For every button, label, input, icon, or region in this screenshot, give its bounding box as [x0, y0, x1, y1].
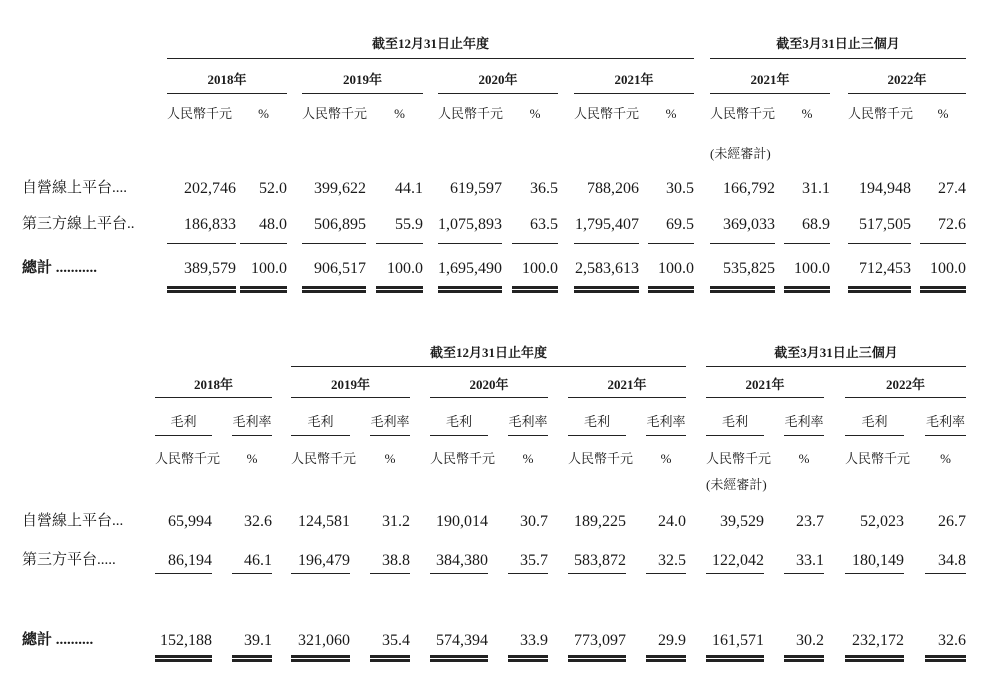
year-label: 2019年: [330, 377, 370, 392]
cell-amount: 517,505: [859, 216, 911, 233]
year-rule: [438, 93, 558, 94]
unit-rmb: 人民幣千元: [848, 106, 914, 121]
unit-pct: %: [394, 106, 405, 121]
cell-amount: 1,695,490: [438, 260, 502, 277]
unit-rmb: 人民幣千元: [706, 451, 772, 466]
cell-percent: 29.9: [658, 632, 686, 649]
subtotal-rule: [155, 573, 212, 574]
cell-amount: 788,206: [587, 180, 639, 197]
total-double-rule: [574, 286, 639, 293]
header-rule: [167, 58, 694, 59]
cell-percent: 32.5: [658, 552, 686, 569]
cell-amount: 906,517: [314, 260, 366, 277]
cell-amount: 124,581: [298, 513, 350, 530]
cell-percent: 31.1: [802, 180, 830, 197]
header-rule: [706, 366, 966, 367]
subtotal-rule: [376, 243, 423, 244]
year-rule: [706, 397, 824, 398]
cell-percent: 100.0: [794, 260, 830, 277]
cell-percent: 26.7: [938, 513, 966, 530]
cell-percent: 46.1: [244, 552, 272, 569]
cell-percent: 100.0: [522, 260, 558, 277]
col-rule: [155, 435, 212, 436]
cell-percent: 33.9: [520, 632, 548, 649]
year-label: 2022年: [887, 72, 927, 87]
cell-amount: 1,075,893: [438, 216, 502, 233]
cell-amount: 399,622: [314, 180, 366, 197]
col-rule: [291, 435, 350, 436]
cell-percent: 36.5: [530, 180, 558, 197]
subtotal-rule: [646, 573, 686, 574]
cell-percent: 23.7: [796, 513, 824, 530]
col-gross-profit: 毛利: [445, 414, 472, 429]
unit-rmb: 人民幣千元: [845, 451, 911, 466]
cell-amount: 122,042: [712, 552, 764, 569]
unit-pct: %: [937, 106, 949, 121]
year-label: 2021年: [607, 377, 647, 392]
unit-pct: %: [529, 106, 541, 121]
col-gross-margin: 毛利率: [370, 414, 410, 429]
col-rule: [232, 435, 272, 436]
cell-percent: 34.8: [938, 552, 966, 569]
year-rule: [291, 397, 410, 398]
header-group-full-year: 截至12月31日止年度: [371, 36, 489, 51]
year-label: 2020年: [469, 377, 509, 392]
cell-amount: 1,795,407: [575, 216, 639, 233]
year-rule: [155, 397, 272, 398]
subtotal-rule: [848, 243, 911, 244]
cell-percent: 38.8: [382, 552, 410, 569]
col-rule: [508, 435, 548, 436]
year-label: 2022年: [885, 377, 925, 392]
subtotal-rule: [706, 573, 764, 574]
total-double-rule: [291, 655, 350, 662]
year-rule: [568, 397, 686, 398]
unit-pct: %: [246, 451, 258, 466]
total-double-rule: [376, 286, 423, 293]
header-rule: [291, 366, 686, 367]
cell-percent: 30.5: [666, 180, 694, 197]
subtotal-rule: [648, 243, 694, 244]
unit-rmb: 人民幣千元: [291, 451, 357, 466]
unaudited-note: (未經審計): [710, 146, 771, 161]
unaudited-note: (未經審計): [706, 477, 767, 492]
subtotal-rule: [370, 573, 410, 574]
cell-percent: 100.0: [387, 260, 423, 277]
cell-percent: 39.1: [244, 632, 272, 649]
subtotal-rule: [167, 243, 236, 244]
col-rule: [568, 435, 626, 436]
cell-amount: 194,948: [859, 180, 911, 197]
subtotal-rule: [302, 243, 366, 244]
year-rule: [430, 397, 548, 398]
year-rule: [167, 93, 287, 94]
col-rule: [706, 435, 764, 436]
unit-pct: %: [798, 451, 810, 466]
year-rule: [848, 93, 966, 94]
cell-amount: 369,033: [723, 216, 775, 233]
subtotal-rule: [574, 243, 639, 244]
total-double-rule: [568, 655, 626, 662]
cell-amount: 232,172: [852, 632, 904, 649]
total-double-rule: [370, 655, 410, 662]
cell-percent: 100.0: [658, 260, 694, 277]
year-rule: [845, 397, 966, 398]
subtotal-rule: [512, 243, 558, 244]
col-rule: [784, 435, 824, 436]
unit-pct: %: [940, 451, 951, 466]
cell-percent: 30.2: [796, 632, 824, 649]
unit-rmb: 人民幣千元: [710, 106, 776, 121]
cell-amount: 166,792: [723, 180, 775, 197]
unit-rmb: 人民幣千元: [574, 106, 640, 121]
year-label: 2020年: [478, 72, 518, 87]
cell-amount: 712,453: [859, 260, 911, 277]
total-double-rule: [512, 286, 558, 293]
total-double-rule: [646, 655, 686, 662]
unit-pct: %: [258, 106, 269, 121]
col-rule: [370, 435, 410, 436]
cell-amount: 506,895: [314, 216, 366, 233]
row-label: 自營線上平台...: [22, 513, 124, 529]
cell-percent: 100.0: [251, 260, 287, 277]
cell-amount: 190,014: [436, 513, 488, 530]
cell-amount: 384,380: [436, 552, 488, 569]
cell-amount: 39,529: [720, 513, 764, 530]
unit-rmb: 人民幣千元: [438, 106, 504, 121]
cell-amount: 321,060: [298, 632, 350, 649]
cell-amount: 180,149: [852, 552, 904, 569]
year-label: 2018年: [207, 72, 247, 87]
total-double-rule: [430, 655, 488, 662]
cell-percent: 44.1: [395, 180, 423, 197]
total-double-rule: [508, 655, 548, 662]
subtotal-rule: [430, 573, 488, 574]
col-rule: [845, 435, 904, 436]
subtotal-rule: [925, 573, 966, 574]
col-gross-margin: 毛利率: [646, 414, 686, 429]
unit-pct: %: [660, 451, 672, 466]
year-rule: [574, 93, 694, 94]
unit-rmb: 人民幣千元: [167, 106, 233, 121]
total-double-rule: [648, 286, 694, 293]
cell-percent: 30.7: [520, 513, 548, 530]
header-rule: [710, 58, 966, 59]
cell-amount: 2,583,613: [575, 260, 639, 277]
total-double-rule: [784, 286, 830, 293]
col-gross-margin: 毛利率: [925, 414, 965, 429]
row-label: 第三方平台.....: [22, 552, 116, 568]
subtotal-rule: [291, 573, 350, 574]
col-gross-margin: 毛利率: [508, 414, 548, 429]
unit-pct: %: [801, 106, 813, 121]
subtotal-rule: [438, 243, 502, 244]
cell-percent: 35.7: [520, 552, 548, 569]
cell-amount: 189,225: [574, 513, 626, 530]
total-double-rule: [706, 655, 764, 662]
unit-rmb: 人民幣千元: [430, 451, 496, 466]
col-gross-profit: 毛利: [861, 414, 888, 429]
subtotal-rule: [784, 243, 830, 244]
header-group-full-year: 截至12月31日止年度: [429, 345, 547, 360]
cell-percent: 55.9: [395, 216, 423, 233]
subtotal-rule: [710, 243, 775, 244]
unit-pct: %: [384, 451, 396, 466]
unit-pct: %: [522, 451, 534, 466]
cell-percent: 33.1: [796, 552, 824, 569]
year-label: 2018年: [193, 377, 233, 392]
header-group-three-months: 截至3月31日止三個月: [776, 36, 900, 51]
cell-amount: 773,097: [574, 632, 626, 649]
subtotal-rule: [240, 243, 287, 244]
total-double-rule: [848, 286, 911, 293]
cell-amount: 619,597: [450, 180, 502, 197]
subtotal-rule: [568, 573, 626, 574]
subtotal-rule: [508, 573, 548, 574]
cell-percent: 100.0: [930, 260, 966, 277]
year-rule: [710, 93, 830, 94]
total-double-rule: [232, 655, 272, 662]
subtotal-rule: [845, 573, 904, 574]
col-gross-profit: 毛利: [721, 414, 748, 429]
col-rule: [430, 435, 488, 436]
total-double-rule: [302, 286, 366, 293]
cell-percent: 69.5: [666, 216, 694, 233]
col-gross-profit: 毛利: [170, 414, 197, 429]
row-label: 自營線上平台....: [22, 180, 128, 196]
unit-rmb: 人民幣千元: [568, 451, 634, 466]
unit-rmb: 人民幣千元: [302, 106, 368, 121]
cell-amount: 86,194: [168, 552, 212, 569]
unit-rmb: 人民幣千元: [155, 451, 221, 466]
cell-percent: 48.0: [259, 216, 287, 233]
cell-percent: 68.9: [802, 216, 830, 233]
total-double-rule: [155, 655, 212, 662]
year-label: 2019年: [342, 72, 382, 87]
total-double-rule: [710, 286, 775, 293]
col-gross-margin: 毛利率: [232, 414, 272, 429]
cell-amount: 65,994: [168, 513, 212, 530]
col-rule: [646, 435, 686, 436]
cell-percent: 24.0: [658, 513, 686, 530]
cell-percent: 72.6: [938, 216, 966, 233]
col-gross-margin: 毛利率: [784, 414, 824, 429]
header-group-three-months: 截至3月31日止三個月: [774, 345, 898, 360]
cell-percent: 35.4: [382, 632, 410, 649]
cell-amount: 196,479: [298, 552, 350, 569]
cell-amount: 52,023: [860, 513, 904, 530]
total-double-rule: [925, 655, 966, 662]
cell-percent: 31.2: [382, 513, 410, 530]
year-label: 2021年: [745, 377, 785, 392]
cell-amount: 161,571: [712, 632, 764, 649]
cell-amount: 389,579: [184, 260, 236, 277]
year-label: 2021年: [750, 72, 790, 87]
row-label: 總計 ..........: [22, 632, 94, 648]
cell-percent: 52.0: [259, 180, 287, 197]
total-double-rule: [240, 286, 287, 293]
cell-amount: 186,833: [184, 216, 236, 233]
subtotal-rule: [232, 573, 272, 574]
cell-percent: 63.5: [530, 216, 558, 233]
subtotal-rule: [920, 243, 966, 244]
col-gross-profit: 毛利: [583, 414, 610, 429]
total-double-rule: [784, 655, 824, 662]
cell-amount: 202,746: [184, 180, 236, 197]
cell-percent: 27.4: [938, 180, 966, 197]
unit-pct: %: [665, 106, 677, 121]
row-label: 第三方線上平台..: [22, 216, 135, 232]
subtotal-rule: [784, 573, 824, 574]
cell-percent: 32.6: [244, 513, 272, 530]
total-double-rule: [167, 286, 236, 293]
total-double-rule: [920, 286, 966, 293]
cell-amount: 574,394: [436, 632, 488, 649]
total-double-rule: [845, 655, 904, 662]
col-rule: [925, 435, 966, 436]
cell-percent: 32.6: [938, 632, 966, 649]
cell-amount: 583,872: [574, 552, 626, 569]
total-double-rule: [438, 286, 502, 293]
cell-amount: 535,825: [723, 260, 775, 277]
row-label: 總計 ...........: [22, 260, 98, 276]
year-rule: [302, 93, 423, 94]
year-label: 2021年: [614, 72, 654, 87]
col-gross-profit: 毛利: [307, 414, 334, 429]
cell-amount: 152,188: [160, 632, 212, 649]
